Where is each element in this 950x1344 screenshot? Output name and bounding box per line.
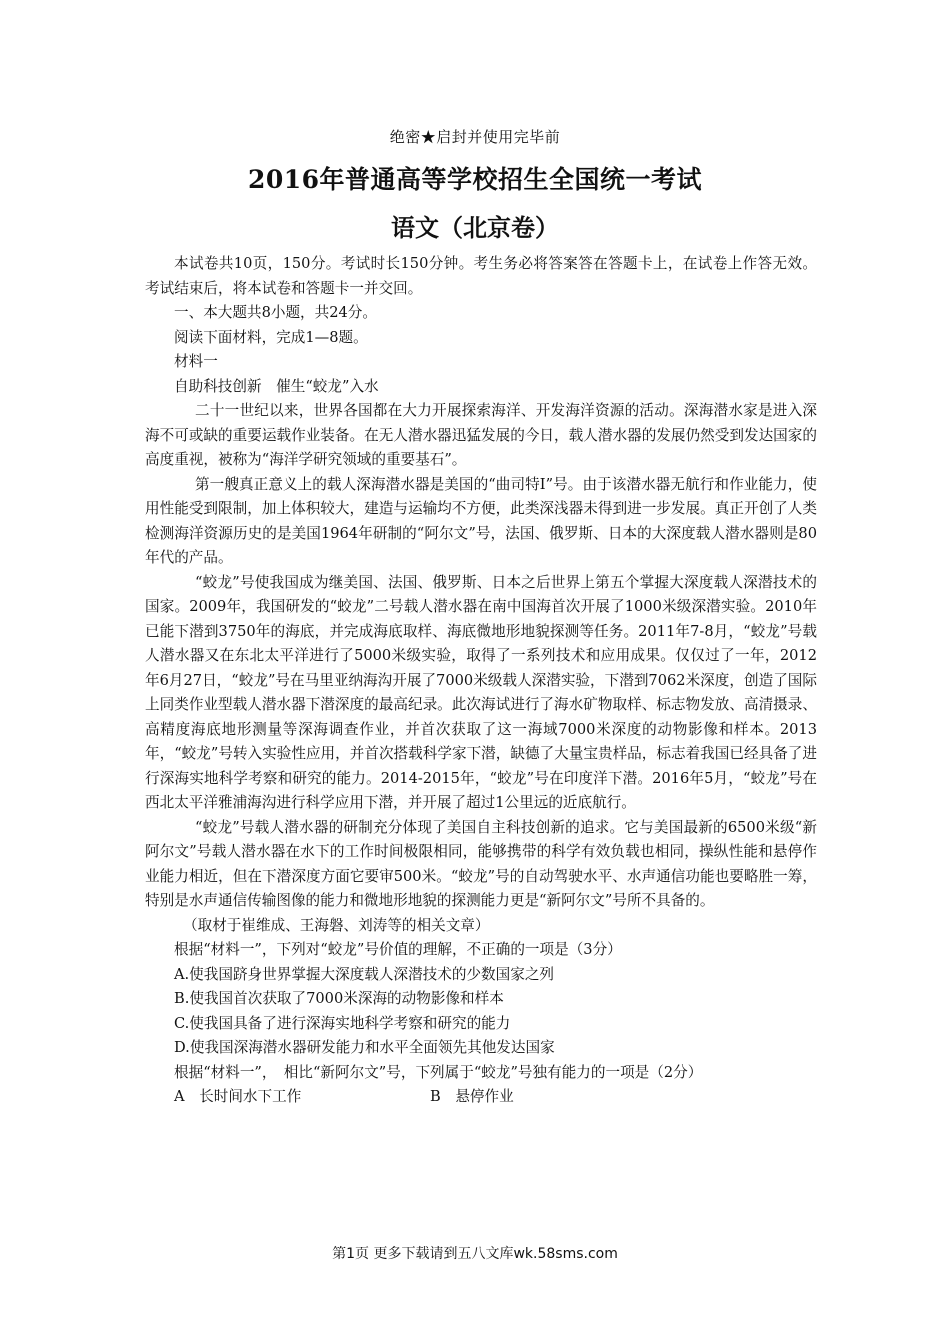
material-paragraph-4: “蛟龙”号载人潜水器的研制充分体现了美国自主科技创新的追求。它与美国最新的6500米级“新阿尔文”号载人潜水器在水下的工作时间极限相同，能够携带的科学有效负载也相同，操纵性能和悬停作业能力相近，但在下潜深度方面它要审500米。“蛟龙”号的自动驾驶水平、水声通信功能也要略胜一筹，特别是水声通信传输图像的能力和微地形地貌的探测能力更是“新阿尔文”号所不具备的。 — [145, 818, 817, 909]
question-2-stem: 根据“材料一”， 相比“新阿尔文”号，下列属于“蛟龙”号独有能力的一项是（2分） — [174, 1063, 703, 1081]
material-paragraph-3: “蛟龙”号使我国成为继美国、法国、俄罗斯、日本之后世界上第五个掌握大深度载人深潜技术的国家。2009年，我国研发的“蛟龙”二号载人潜水器在南中国海首次开展了1000米级深潜实验。2010年已能下潜到3750年的海底，并完成海底取样、海底微地形地貌探测等任务。2011年7-8月，“蛟龙”号载人潜水器又在东北太平洋进行了5000米级实验，取得了一系列技术和应用成果。仅仅过了一年，2012年6月27日，“蛟龙”号在马里亚纳海沟开展了7000米级载人深潜实验，下潜到7062米深度，创造了国际上同类作业型载人潜水器下潜深度的最高纪录。此次海试进行了海水矿物取样、标志物发放、高清摄录、高精度海底地形测量等深海调查作业，并首次获取了这一海域7000米深度的动物影像和样本。2013年，“蛟龙”号转入实验性应用，并首次搭载科学家下潜，缺德了大量宝贵样品，标志着我国已经具备了进行深海实地科学考察和研究的能力。2014-2015年，“蛟龙”号在印度洋下潜。2016年5月，“蛟龙”号在西北太平洋雅浦海沟进行科学应用下潜，并开展了超过1公里远的近底航行。 — [145, 573, 817, 811]
question-2-option-a: A 长时间水下工作 — [174, 1088, 302, 1105]
reading-instruction: 阅读下面材料，完成1—8题。 — [174, 328, 368, 346]
section-heading: 一、本大题共8小题，共24分。 — [174, 304, 377, 321]
exam-instructions: 本试卷共10页，150分。考试时长150分钟。考生务必将答案答在答题卡上，在试卷上作答无效。考试结束后，将本试卷和答题卡一并交回。 — [145, 255, 817, 297]
material-paragraph-1: 二十一世纪以来，世界各国都在大力开展探索海洋、开发海洋资源的活动。深海潜水家是进入深海不可或缺的重要运载作业装备。在无人潜水器迅猛发展的今日，载人潜水器的发展仍然受到发达国家的高度重视，被称为“海洋学研究领域的重要基石”。 — [145, 402, 817, 468]
question-2-options — [145, 1085, 817, 1110]
question-1-option-c: C.使我国具备了进行深海实地科学考察和研究的能力 — [174, 1014, 511, 1032]
exam-title: 2016年普通高等学校招生全国统一考试 — [247, 165, 703, 194]
page-footer: 第1页 更多下载请到五八文库wk.58sms.com — [332, 1246, 618, 1262]
exam-subtitle: 语文（北京卷） — [391, 213, 559, 242]
confidential-notice: 绝密★启封并使用完毕前 — [389, 128, 561, 146]
question-1-option-d: D.使我国深海潜水器研发能力和水平全面领先其他发达国家 — [174, 1039, 555, 1056]
material-source: （取材于崔维成、王海磐、刘涛等的相关文章） — [183, 916, 490, 934]
question-1-stem: 根据“材料一”，下列对“蛟龙”号价值的理解，不正确的一项是（3分） — [174, 941, 622, 958]
question-1-option-b: B.使我国首次获取了7000米深海的动物影像和样本 — [174, 990, 504, 1007]
question-2-option-b: B 悬停作业 — [430, 1088, 514, 1105]
question-1-option-a: A.使我国跻身世界掌握大深度载人深潜技术的少数国家之列 — [174, 965, 555, 983]
material-label: 材料一 — [174, 353, 218, 370]
material-paragraph-2: 第一艘真正意义上的载人深海潜水器是美国的“曲司特Ⅰ”号。由于该潜水器无航行和作业能力，使用性能受到限制，加上体积较大，建造与运输均不方便，此类深浅器未得到进一步发展。真正开创了人类检测海洋资源历史的是美国1964年研制的“阿尔文”号，法国、俄罗斯、日本的大深度载人潜水器则是80年代的产品。 — [145, 475, 817, 566]
material-heading: 自助科技创新 催生“蛟龙”入水 — [174, 377, 379, 395]
exam-body — [145, 252, 817, 1110]
